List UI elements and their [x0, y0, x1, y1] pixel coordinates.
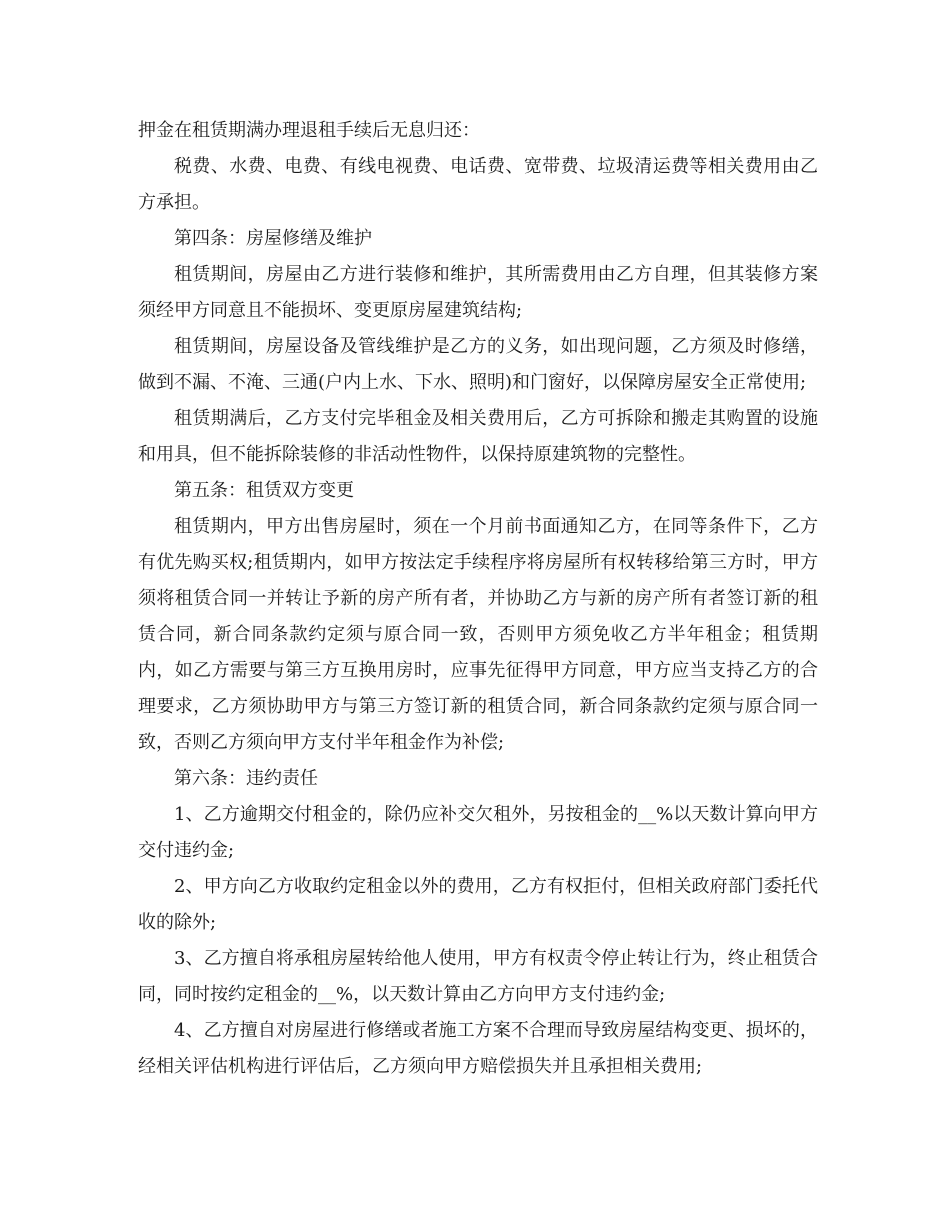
paragraph-maintenance: 租赁期间，房屋设备及管线维护是乙方的义务，如出现问题，乙方须及时修缮，做到不漏、不淹、三通(户内上水、下水、照明)和门窗好，以保障房屋安全正常使用;: [138, 336, 818, 393]
paragraph-party-change: 租赁期内，甲方出售房屋时，须在一个月前书面通知乙方，在同等条件下，乙方有优先购买权;租赁期内，如甲方按法定手续程序将房屋所有权转移给第三方时，甲方须将租赁合同一并转让予新的房产所有者，并协助乙方与新的房产所有者签订新的租赁合同，新合同条款约定须与原合同一致，否则甲方须免收乙方半年租金；租赁期内，如乙方需要与第三方互换用房时，应事先征得甲方同意，甲方应当支持乙方的合理要求，乙方须协助甲方与第三方签订新的租赁合同，新合同条款约定须与原合同一致，否则乙方须向甲方支付半年租金作为补偿;: [138, 516, 818, 753]
paragraph-breach-1: 1、乙方逾期交付租金的，除仍应补交欠租外，另按租金的__%以天数计算向甲方交付违约金;: [138, 804, 818, 861]
paragraph-breach-3: 3、乙方擅自将承租房屋转给他人使用，甲方有权责令停止转让行为，终止租赁合同，同时按约定租金的__%，以天数计算由乙方向甲方支付违约金;: [138, 948, 818, 1005]
section-heading-article-5: 第五条：租赁双方变更: [174, 480, 354, 501]
paragraph-renovation: 租赁期间，房屋由乙方进行装修和维护，其所需费用由乙方自理，但其装修方案须经甲方同意且不能损坏、变更原房屋建筑结构;: [138, 264, 818, 321]
section-heading-article-6: 第六条：违约责任: [174, 768, 318, 789]
paragraph-fees: 税费、水费、电费、有线电视费、电话费、宽带费、垃圾清运费等相关费用由乙方承担。: [138, 156, 818, 213]
paragraph-breach-4: 4、乙方擅自对房屋进行修缮或者施工方案不合理而导致房屋结构变更、损坏的，经相关评估机构进行评估后，乙方须向甲方赔偿损失并且承担相关费用;: [138, 1020, 818, 1077]
paragraph-deposit-return: 押金在租赁期满办理退租手续后无息归还：: [138, 120, 480, 141]
section-heading-article-4: 第四条：房屋修缮及维护: [174, 228, 372, 249]
document-body: [138, 113, 818, 1085]
paragraph-lease-end: 租赁期满后，乙方支付完毕租金及相关费用后，乙方可拆除和搬走其购置的设施和用具，但不能拆除装修的非活动性物件，以保持原建筑物的完整性。: [138, 408, 818, 465]
paragraph-breach-2: 2、甲方向乙方收取约定租金以外的费用，乙方有权拒付，但相关政府部门委托代收的除外;: [138, 876, 818, 933]
